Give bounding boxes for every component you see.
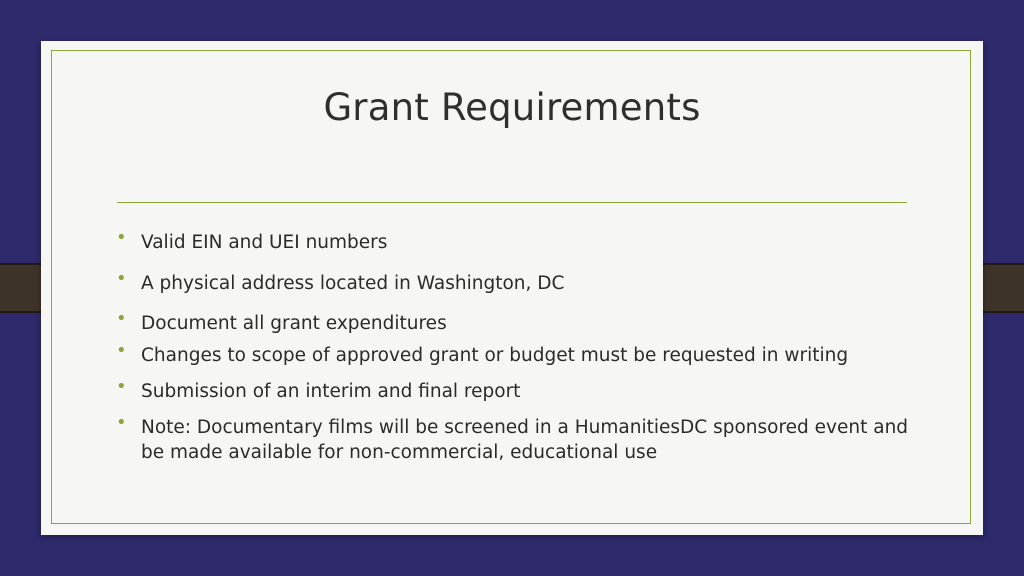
bullet-item <box>116 308 911 336</box>
bullet-icon: • <box>116 227 127 248</box>
bullet-text: Changes to scope of approved grant or budget must be requested in writing <box>141 345 849 366</box>
bullet-icon: • <box>116 340 127 361</box>
bullet-item <box>116 268 911 296</box>
bullet-item <box>116 376 911 404</box>
bullet-item <box>116 340 911 368</box>
bullet-item <box>116 412 911 465</box>
slide-title: Grant Requirements <box>323 86 701 129</box>
bullet-icon: • <box>116 376 127 397</box>
bullet-text: Submission of an interim and final report <box>141 381 521 402</box>
bullet-text: Note: Documentary films will be screened in a HumanitiesDC sponsored event and be made available for non-commercial, educational use <box>141 417 909 463</box>
bullet-icon: • <box>116 412 127 433</box>
bullet-text: Document all grant expenditures <box>141 313 447 334</box>
bullet-icon: • <box>116 268 127 289</box>
bullet-icon: • <box>116 308 127 329</box>
bullet-text: A physical address located in Washington, DC <box>141 273 565 294</box>
bullet-item <box>116 227 911 255</box>
bullet-text: Valid EIN and UEI numbers <box>141 232 388 253</box>
